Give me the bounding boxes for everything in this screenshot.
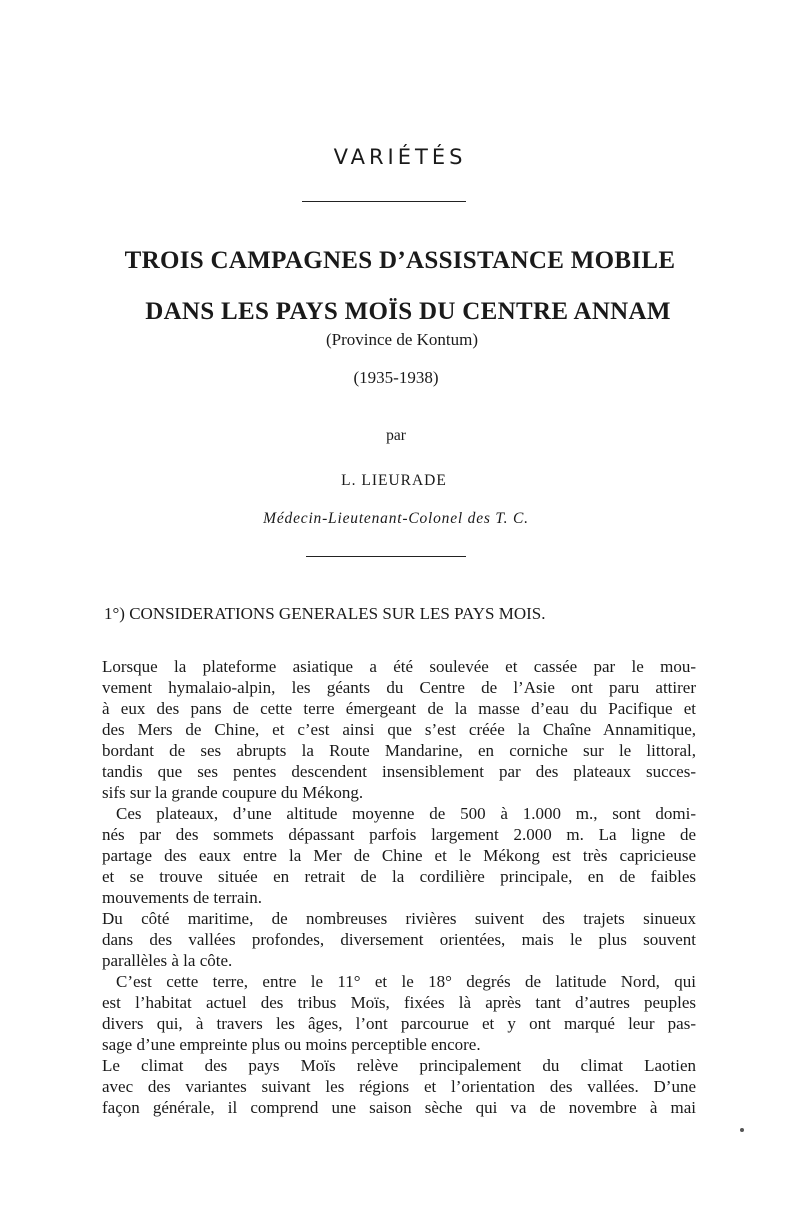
text-line: Du côté maritime, de nombreuses rivières suivent des trajets sinueux [102, 909, 696, 928]
text-line: Le climat des pays Moïs relève principalement du climat Laotien [102, 1056, 696, 1075]
text-line: à eux des pans de cette terre émergeant de la masse d’eau du Pacifique et [102, 699, 696, 718]
text-line: dans des vallées profondes, diversement orientées, mais le plus souvent [102, 930, 696, 949]
text-line: bordant de ses abrupts la Route Mandarine, en corniche sur le littoral, [102, 741, 696, 760]
section-subheading: 1°) CONSIDERATIONS GENERALES SUR LES PAYS MOIS. [104, 604, 546, 623]
years-line: (1935-1938) [353, 368, 439, 387]
text-line: façon générale, il comprend une saison sèche qui va de novembre à mai [102, 1098, 696, 1117]
text-line: sifs sur la grande coupure du Mékong. [102, 783, 364, 802]
text-line: mouvements de terrain. [102, 888, 263, 907]
paragraph [102, 656, 696, 1118]
text-line: C’est cette terre, entre le 11° et le 18° degrés de latitude Nord, qui [116, 972, 696, 991]
text-line: sage d’une empreinte plus ou moins perceptible encore. [102, 1035, 481, 1054]
heading-rule [302, 201, 466, 202]
by-word: par [386, 427, 406, 444]
article-title-line-2: DANS LES PAYS MOÏS DU CENTRE ANNAM [145, 298, 671, 325]
text-line: tandis que ses pentes descendent insensiblement par des plateaux succes- [102, 762, 696, 781]
text-line: partage des eaux entre la Mer de Chine et le Mékong est très capricieuse [102, 846, 696, 865]
province-line: (Province de Kontum) [325, 330, 479, 349]
byline-rule [306, 556, 466, 557]
text-line: vement hymalaio-alpin, les géants du Centre de l’Asie ont paru attirer [102, 678, 696, 697]
author-affiliation: Médecin-Lieutenant-Colonel des T. C. [263, 510, 529, 527]
article-title-line-1: TROIS CAMPAGNES D’ASSISTANCE MOBILE [124, 247, 676, 274]
text-line: des Mers de Chine, et c’est ainsi que s’est créée la Chaîne Annamitique, [102, 720, 696, 739]
text-line: et se trouve située en retrait de la cordilière principale, en de faibles [102, 867, 696, 886]
text-line: Lorsque la plateforme asiatique a été soulevée et cassée par le mou- [102, 657, 696, 676]
text-line: Ces plateaux, d’une altitude moyenne de 500 à 1.000 m., sont domi- [116, 804, 696, 823]
text-line: divers qui, à travers les âges, l’ont parcourue et y ont marqué leur pas- [102, 1014, 696, 1033]
text-line: avec des variantes suivant les régions et l’orientation des vallées. D’une [102, 1077, 696, 1096]
author-name: L. LIEURADE [341, 472, 447, 489]
section-heading: VARIÉTÉS [333, 145, 467, 169]
text-line: nés par des sommets dépassant parfois largement 2.000 m. La ligne de [102, 825, 696, 844]
text-line: parallèles à la côte. [102, 951, 233, 970]
text-line: est l’habitat actuel des tribus Moïs, fixées là après tant d’autres peuples [102, 993, 696, 1012]
scan-speck [740, 1128, 744, 1132]
